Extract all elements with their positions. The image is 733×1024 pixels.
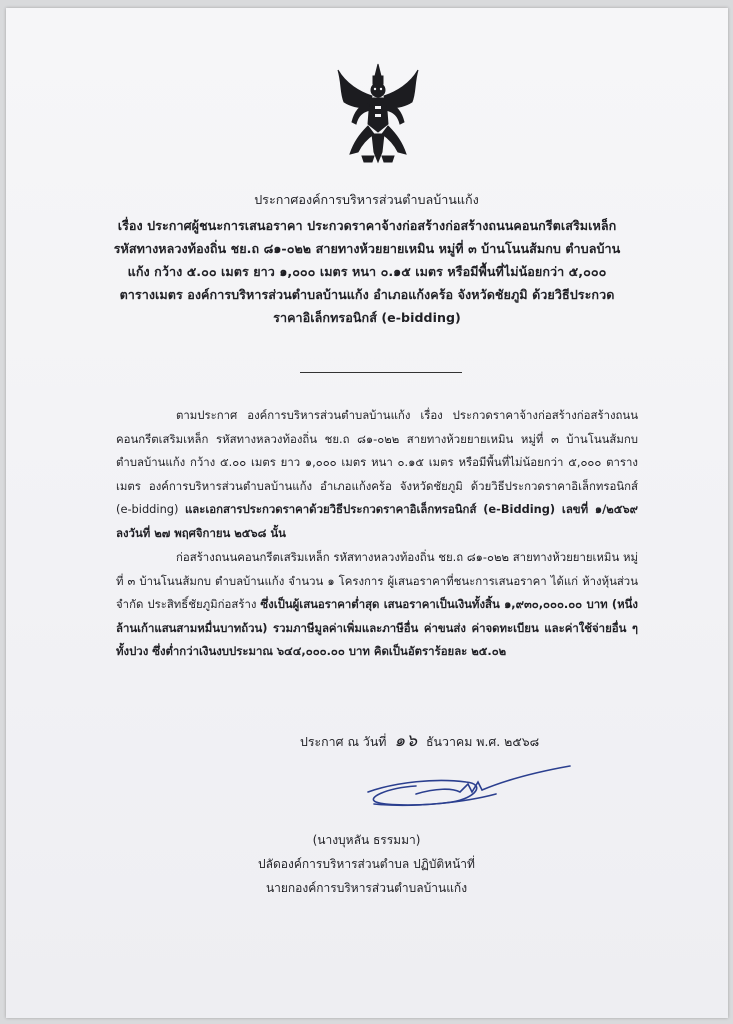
- reference-text: ตามประกาศ องค์การบริหารส่วนตำบลบ้านแก้ง เรื่อง ประกวดราคาจ้างก่อสร้างก่อสร้างถนนคอนกรีตเสริมเหล็ก รหัสทางหลวงท้องถิ่น ชย.ถ ๘๑-๐๒๒ สายทางห้วยยายเหมิน หมู่ที่ ๓ บ้านโนนส้มกบ ตำบลบ้านแก้ง กว้าง ๕.๐๐ เมตร ยาว ๑,๐๐๐ เมตร หนา ๐.๑๕ เมตร หรือมีพื้นที่ไม่น้อยกว่า ๕,๐๐๐ ตารางเมตร องค์การบริหารส่วนตำบลบ้านแก้ง อำเภอแก้งคร้อ จังหวัดชัยภูมิ ด้วยวิธีประกวดราคาอิเล็กทรอนิกส์ (e-bidding): [116, 408, 638, 516]
- signer-name: (นางบุหลัน ธรรมมา): [312, 833, 421, 847]
- date-day: ๑๖: [394, 731, 419, 751]
- date-prefix: ประกาศ ณ วันที่: [300, 734, 387, 749]
- garuda-emblem: [332, 62, 424, 166]
- issuer-header: ประกาศองค์การบริหารส่วนตำบลบ้านแก้ง: [254, 192, 479, 207]
- winner-text: ก่อสร้างถนนคอนกรีตเสริมเหล็ก รหัสทางหลวงท้องถิ่น ชย.ถ ๘๑-๐๒๒ สายทางห้วยยายเหมิน หมู่ที่ ๓ บ้านโนนส้มกบ ตำบลบ้านแก้ง จำนวน ๑ โครงการ ผู้เสนอราคาที่ชนะการเสนอราคา ได้แก่ ห้างหุ้นส่วนจำกัด ประสิทธิ์ชัยภูมิก่อสร้าง: [116, 550, 638, 611]
- signer-position: ปลัดองค์การบริหารส่วนตำบล ปฏิบัติหน้าที่: [258, 857, 475, 871]
- title-text: ประกวดราคาจ้างก่อสร้างก่อสร้างถนนคอนกรีตเสริมเหล็ก รหัสทางหลวงท้องถิ่น ชย.ถ ๘๑-๐๒๒ สายทางห้วยยายเหมิน หมู่ที่ ๓ บ้านโนนส้มกบ ตำบลบ้านแก้ง กว้าง ๕.๐๐ เมตร ยาว ๑,๐๐๐ เมตร หนา ๐.๑๕ เมตร หรือมีพื้นที่ไม่น้อยกว่า ๕,๐๐๐ ตารางเมตร องค์การบริหารส่วนตำบลบ้านแก้ง อำเภอแก้งคร้อ จังหวัดชัยภูมิ ด้วยวิธีประกวดราคาอิเล็กทรอนิกส์ (e-bidding): [113, 218, 621, 325]
- paragraph-reference: [116, 404, 638, 545]
- winner-price-text: ซึ่งเป็นผู้เสนอราคาต่ำสุด เสนอราคาเป็นเงินทั้งสิ้น ๑,๙๓๐,๐๐๐.๐๐ บาท (หนึ่งล้านเก้าแสนสามหมื่นบาทถ้วน) รวมภาษีมูลค่าเพิ่มและภาษีอื่น ค่าขนส่ง ค่าจดทะเบียน และค่าใช้จ่ายอื่น ๆ ทั้งปวง ซึ่งต่ำกว่าเงินงบประมาณ ๖๔๔,๐๐๐.๐๐ บาท คิดเป็นอัตราร้อยละ ๒๕.๐๒: [116, 597, 638, 658]
- handwritten-signature: [356, 758, 576, 820]
- announcement-date: [300, 727, 539, 754]
- date-month-year: ธันวาคม พ.ศ. ๒๕๖๘: [425, 734, 540, 749]
- divider-line: [300, 372, 462, 373]
- title-lead: เรื่อง ประกาศผู้ชนะการเสนอราคา: [117, 218, 303, 233]
- reference-document-text: และเอกสารประกวดราคาด้วยวิธีประกวดราคาอิเล็กทรอนิกส์ (e-Bidding) เลขที่ ๑/๒๕๖๙ ลงวันที่ ๒๗ พฤศจิกายน ๒๕๖๘ นั้น: [116, 502, 638, 540]
- announcement-title: [112, 214, 622, 329]
- paragraph-winner: [116, 546, 638, 664]
- signer-acting-position: นายกองค์การบริหารส่วนตำบลบ้านแก้ง: [265, 881, 468, 895]
